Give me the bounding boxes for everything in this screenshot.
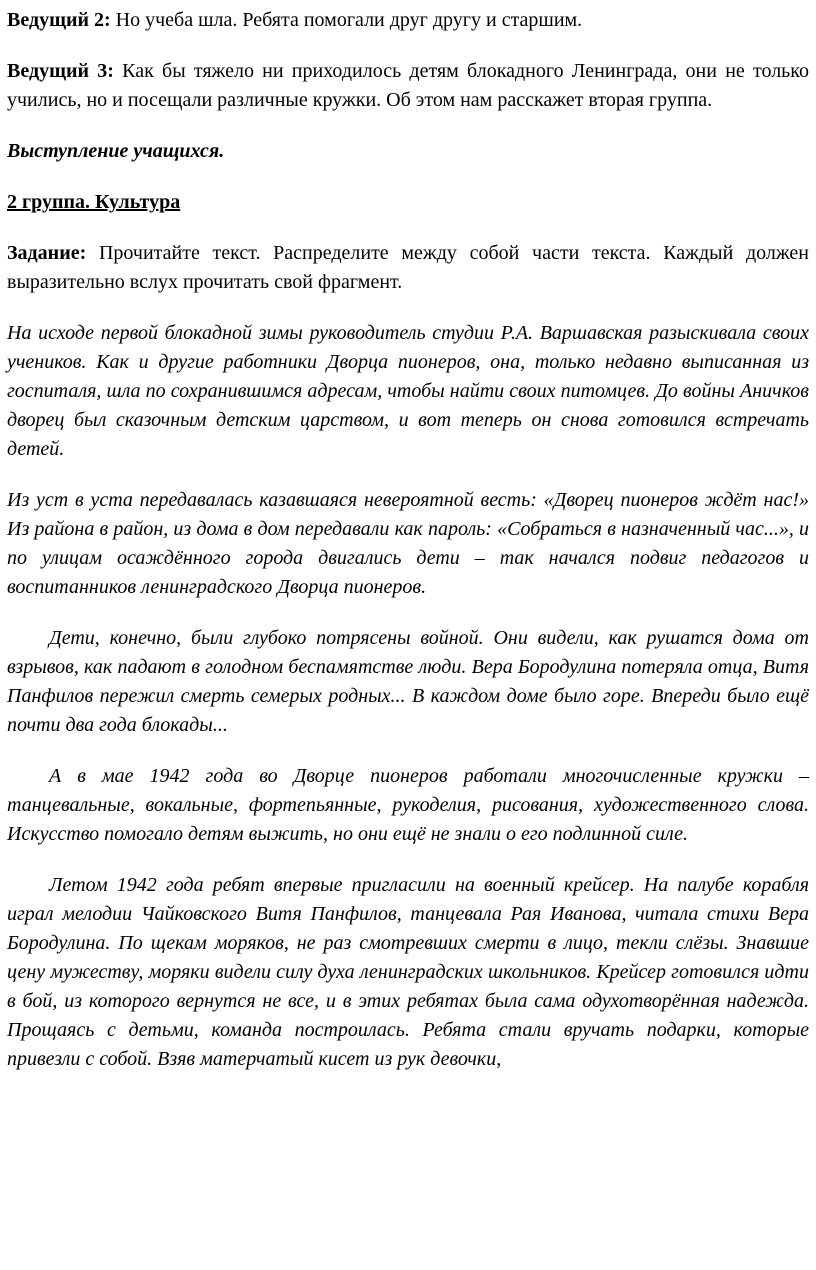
- performance-text: Выступление учащихся.: [7, 140, 225, 162]
- host3-text: Как бы тяжело ни приходилось детям блокадного Ленинграда, они не только учились, но и посещали различные кружки. Об этом нам расскажет вторая группа.: [7, 60, 810, 111]
- paragraph-story-4: [7, 762, 809, 849]
- host3-label: Ведущий 3:: [7, 60, 114, 82]
- task-label: Задание:: [7, 242, 87, 264]
- task-text: Прочитайте текст. Распределите между собой части текста. Каждый должен выразительно вслух прочитать свой фрагмент.: [7, 242, 810, 293]
- story-3-text: Дети, конечно, были глубоко потрясены войной. Они видели, как рушатся дома от взрывов, как падают в голодном беспамятстве люди. Вера Бородулина потеряла отца, Витя Панфилов пережил смерть семерых родных... В каждом доме было горе. Впереди было ещё почти два года блокады...: [7, 627, 809, 736]
- story-1-text: На исходе первой блокадной зимы руководитель студии Р.А. Варшавская разыскивала своих учеников. Как и другие работники Дворца пионеров, она, только недавно выписанная из госпиталя, шла по сохранившимся адресам, чтобы найти своих питомцев. До войны Аничков дворец был сказочным детским царством, и вот теперь он снова готовился встречать детей.: [7, 322, 809, 460]
- paragraph-story-3: [7, 624, 809, 740]
- document-page: [7, 6, 809, 1074]
- paragraph-task: [7, 239, 809, 297]
- paragraph-story-1: [7, 319, 809, 464]
- paragraph-story-5: [7, 871, 809, 1074]
- host2-text: Но учеба шла. Ребята помогали друг другу и старшим.: [115, 9, 583, 31]
- story-2-text: Из уст в уста передавалась казавшаяся невероятной весть: «Дворец пионеров ждёт нас!» Из района в район, из дома в дом передавали как пароль: «Собраться в назначенный час...», и по улицам осаждённого города двигались дети – так начался подвиг педагогов и воспитанников ленинградского Дворца пионеров.: [7, 489, 809, 598]
- group-heading-text: 2 группа. Культура: [7, 191, 181, 213]
- host2-label: Ведущий 2:: [7, 9, 111, 31]
- paragraph-story-2: [7, 486, 809, 602]
- paragraph-host3: [7, 57, 809, 115]
- paragraph-performance-heading: [7, 137, 809, 166]
- paragraph-host2: [7, 6, 809, 35]
- story-4-text: А в мае 1942 года во Дворце пионеров работали многочисленные кружки – танцевальные, вокальные, фортепьянные, рукоделия, рисования, художественного слова. Искусство помогало детям выжить, но они ещё не знали о его подлинной силе.: [7, 765, 809, 845]
- paragraph-group-heading: [7, 188, 809, 217]
- story-5-text: Летом 1942 года ребят впервые пригласили на военный крейсер. На палубе корабля играл мелодии Чайковского Витя Панфилов, танцевала Рая Иванова, читала стихи Вера Бородулина. По щекам моряков, не раз смотревших смерти в лицо, текли слёзы. Знавшие цену мужеству, моряки видели силу духа ленинградских школьников. Крейсер готовился идти в бой, из которого вернутся не все, и в этих ребятах была сама одухотворённая надежда. Прощаясь с детьми, команда построилась. Ребята стали вручать подарки, которые привезли с собой. Взяв матерчатый кисет из рук девочки,: [7, 874, 809, 1070]
